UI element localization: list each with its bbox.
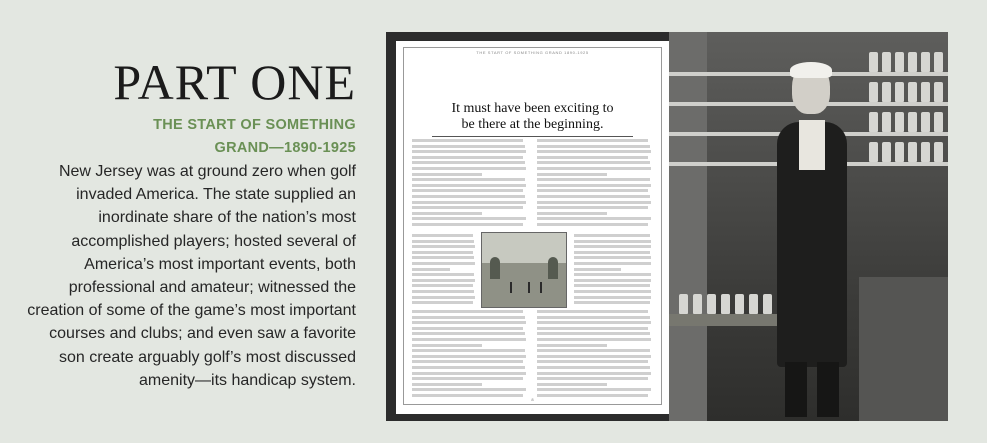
- left-panel: [0, 0, 380, 443]
- bottle: [934, 82, 943, 102]
- text-page: [396, 41, 669, 414]
- text-line: [412, 372, 526, 375]
- page-frame: [403, 47, 662, 405]
- text-line: [412, 195, 525, 198]
- text-line: [412, 273, 474, 276]
- headline-rule: [432, 136, 633, 137]
- text-line: [412, 301, 473, 304]
- headline-line-1: It must have been exciting to: [451, 101, 614, 116]
- text-line: [574, 296, 651, 299]
- bottle: [869, 82, 878, 102]
- bottle: [882, 82, 891, 102]
- text-line: [412, 383, 482, 386]
- text-line: [537, 327, 648, 330]
- bottle: [934, 142, 943, 162]
- text-line: [412, 360, 523, 363]
- text-line: [412, 279, 475, 282]
- text-line: [412, 344, 482, 347]
- text-line: [412, 284, 473, 287]
- text-line: [537, 321, 651, 324]
- text-line: [412, 145, 525, 148]
- text-line: [412, 355, 526, 358]
- text-line: [537, 167, 651, 170]
- text-line: [537, 349, 650, 352]
- photo-tree: [548, 257, 558, 279]
- text-line: [537, 217, 651, 220]
- bottle: [707, 294, 716, 314]
- bottle: [882, 112, 891, 132]
- text-line: [412, 256, 474, 259]
- text-line: [537, 316, 650, 319]
- text-line: [412, 366, 525, 369]
- text-line: [537, 195, 650, 198]
- text-line: [412, 201, 526, 204]
- running-head: THE START OF SOMETHING GRAND 1890-1925: [476, 50, 589, 55]
- text-line: [574, 256, 651, 259]
- subtitle-line-1: THE START OF SOMETHING: [153, 117, 356, 133]
- bottle: [763, 294, 772, 314]
- body-column-left: [412, 139, 528, 231]
- bottle: [693, 294, 702, 314]
- body-column-left-narrow: [412, 234, 476, 308]
- photo-window: [669, 32, 707, 421]
- bottle: [895, 52, 904, 72]
- body-column-right-narrow: [574, 234, 653, 308]
- text-line: [412, 240, 474, 243]
- body-column-right: [537, 139, 653, 231]
- text-line: [537, 139, 648, 142]
- text-line: [412, 321, 526, 324]
- bottle: [895, 82, 904, 102]
- body-column-right-lower: [537, 310, 653, 402]
- text-line: [574, 268, 621, 271]
- text-line: [537, 223, 648, 226]
- text-line: [537, 388, 651, 391]
- photo-figure: [540, 282, 542, 293]
- text-line: [412, 156, 523, 159]
- text-line: [537, 156, 648, 159]
- text-line: [412, 184, 526, 187]
- bottle: [908, 142, 917, 162]
- text-line: [537, 206, 648, 209]
- bottle: [934, 52, 943, 72]
- text-line: [412, 189, 523, 192]
- text-line: [537, 355, 651, 358]
- photo-figure: [528, 282, 530, 293]
- page-headline: [412, 101, 653, 133]
- text-line: [412, 206, 523, 209]
- bottle: [869, 52, 878, 72]
- lab-counter: [859, 277, 948, 421]
- bottle: [921, 52, 930, 72]
- text-line: [412, 349, 525, 352]
- bottle: [908, 52, 917, 72]
- lab-table: [669, 314, 781, 326]
- text-line: [412, 332, 525, 335]
- text-line: [412, 139, 523, 142]
- bottle: [749, 294, 758, 314]
- text-line: [412, 212, 482, 215]
- bottle: [882, 52, 891, 72]
- text-line: [412, 245, 475, 248]
- bottle: [934, 112, 943, 132]
- text-line: [537, 332, 650, 335]
- page-number: 8: [531, 397, 534, 402]
- bottle: [895, 112, 904, 132]
- text-line: [412, 316, 525, 319]
- subtitle-line-2: GRAND—1890-1925: [214, 140, 356, 156]
- text-line: [574, 284, 650, 287]
- man-shirt: [799, 120, 825, 170]
- text-line: [412, 388, 526, 391]
- text-line: [574, 262, 651, 265]
- text-line: [537, 310, 648, 313]
- text-line: [412, 310, 523, 313]
- text-line: [537, 212, 607, 215]
- text-line: [537, 360, 648, 363]
- text-line: [412, 178, 525, 181]
- text-line: [537, 173, 607, 176]
- text-line: [412, 173, 482, 176]
- text-line: [574, 279, 651, 282]
- text-line: [412, 251, 473, 254]
- text-line: [412, 377, 523, 380]
- text-line: [537, 344, 607, 347]
- text-line: [412, 338, 526, 341]
- photo-tree: [490, 257, 500, 279]
- text-line: [537, 189, 648, 192]
- text-line: [537, 161, 650, 164]
- text-line: [412, 327, 523, 330]
- part-title: PART ONE: [113, 54, 356, 110]
- text-line: [537, 338, 651, 341]
- text-line: [537, 178, 650, 181]
- bottle: [735, 294, 744, 314]
- text-line: [537, 383, 607, 386]
- bottle: [921, 142, 930, 162]
- text-line: [537, 377, 648, 380]
- intro-paragraph: New Jersey was at ground zero when golf invaded America. The state supplied an inordinate share of the nation’s most accomplished players; hosted several of America’s most important events, both professional and amateur; witnessed the creation of some of the game’s most important courses and clubs; and even saw a favorite son create arguably golf’s most discussed amenity—its handicap system.: [27, 163, 356, 389]
- text-line: [412, 290, 474, 293]
- book-spread: [386, 32, 948, 421]
- body-column-left-lower: [412, 310, 528, 402]
- photo-figure: [510, 282, 512, 293]
- text-line: [537, 201, 651, 204]
- text-line: [412, 161, 525, 164]
- edison-lab-photo: [669, 32, 948, 421]
- bottle: [908, 112, 917, 132]
- text-line: [574, 251, 650, 254]
- text-line: [412, 262, 475, 265]
- bottle: [882, 142, 891, 162]
- bottle: [921, 112, 930, 132]
- bottle: [721, 294, 730, 314]
- bottle: [679, 294, 688, 314]
- man-leg: [817, 362, 839, 417]
- text-line: [537, 184, 651, 187]
- golf-course-photo: [481, 232, 567, 308]
- text-line: [412, 150, 526, 153]
- text-line: [537, 366, 650, 369]
- man-leg: [785, 362, 807, 417]
- text-line: [537, 145, 650, 148]
- bottle: [869, 112, 878, 132]
- text-line: [574, 301, 650, 304]
- section-subtitle: [16, 114, 356, 160]
- text-line: [574, 273, 651, 276]
- text-line: [574, 290, 651, 293]
- text-line: [574, 245, 651, 248]
- text-line: [574, 240, 651, 243]
- bottle: [921, 82, 930, 102]
- text-line: [537, 150, 651, 153]
- bottle: [908, 82, 917, 102]
- man-hair: [790, 62, 832, 78]
- text-line: [412, 217, 526, 220]
- text-line: [537, 372, 651, 375]
- text-line: [412, 234, 473, 237]
- text-line: [412, 296, 475, 299]
- text-line: [412, 223, 523, 226]
- text-line: [412, 268, 450, 271]
- bottle: [895, 142, 904, 162]
- text-line: [412, 167, 526, 170]
- bottle: [869, 142, 878, 162]
- headline-line-2: be there at the beginning.: [461, 117, 604, 132]
- text-line: [574, 234, 650, 237]
